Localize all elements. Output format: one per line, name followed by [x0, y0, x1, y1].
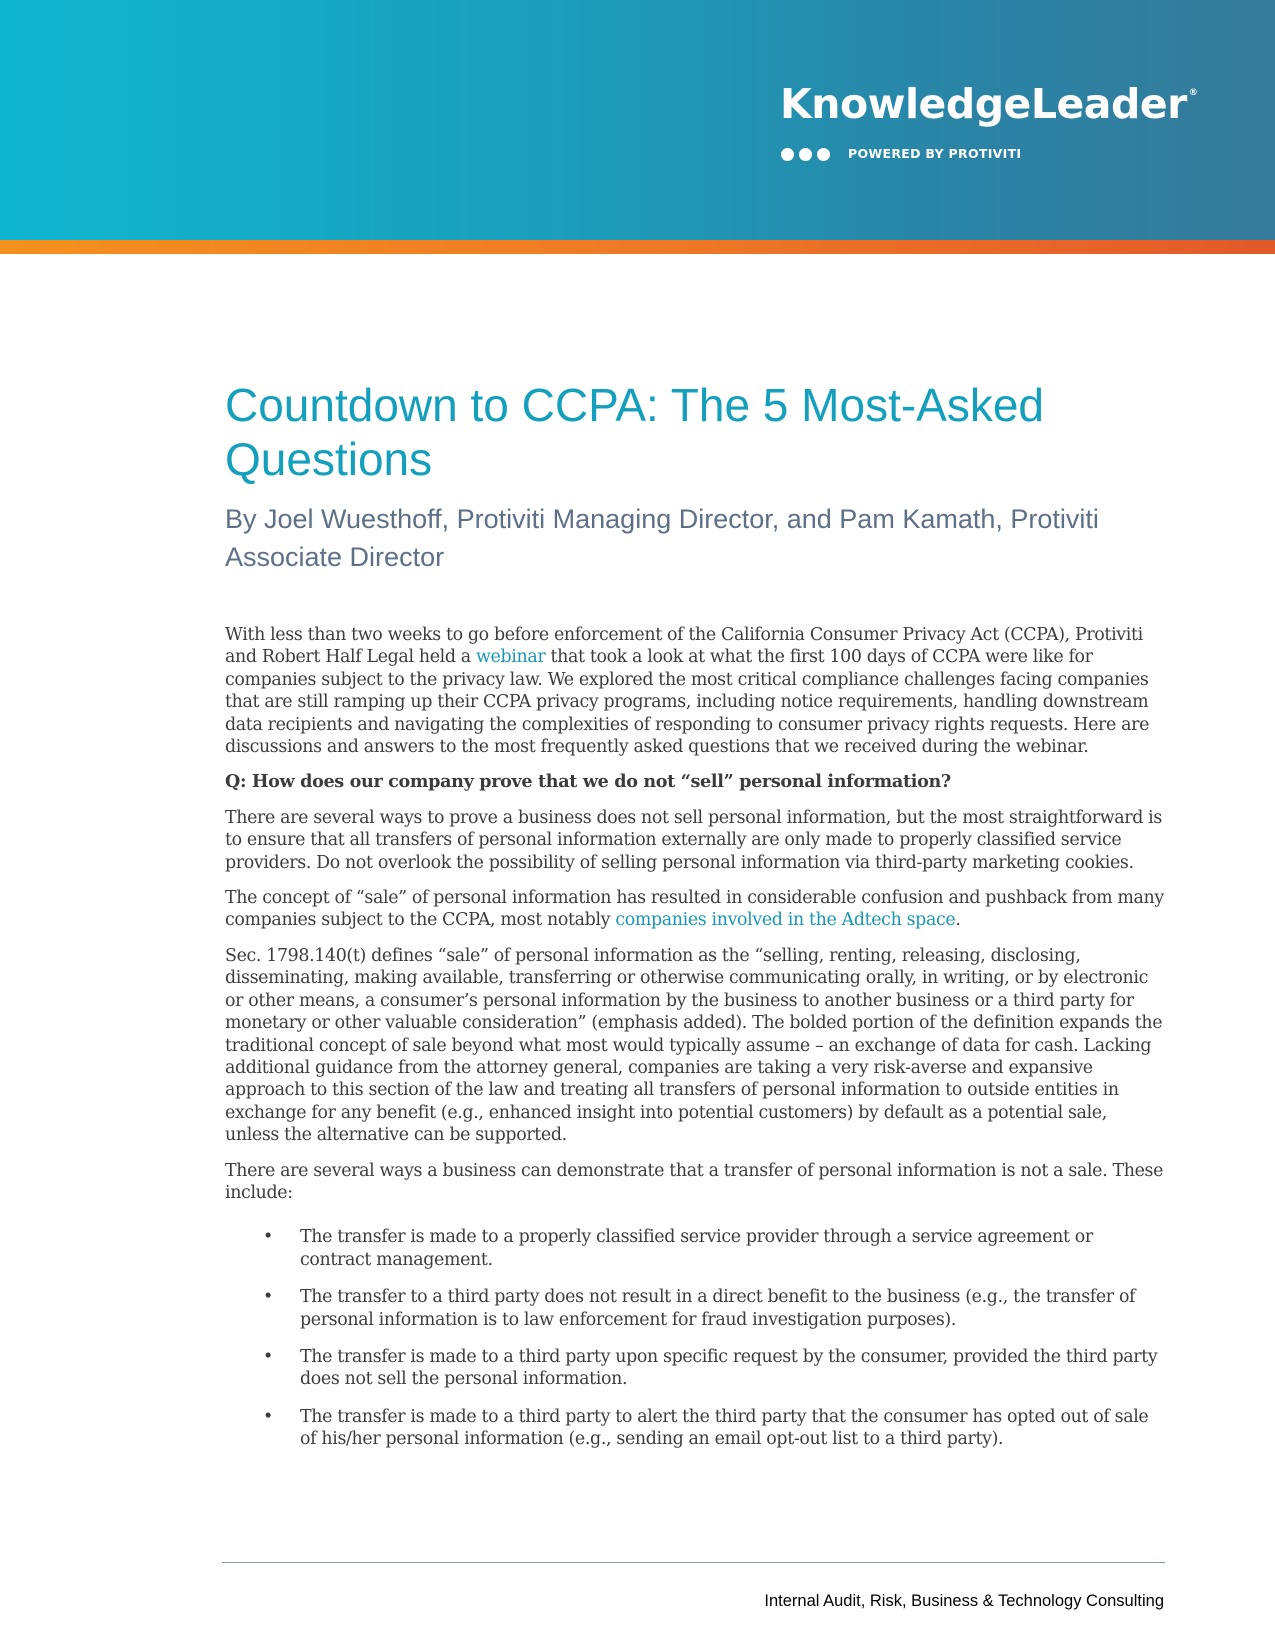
list-item: • The transfer is made to a properly classified service provider through a service agreement or contract management. [263, 1227, 1093, 1270]
knowledgeleader-logo[interactable] [780, 80, 1197, 128]
article-content [225, 378, 1165, 1466]
sale-concept-paragraph: The concept of “sale” of personal information has resulted in considerable confusion and pushback from many companies subject to the CCPA, most notably companies involved in the Adtech space. [225, 888, 1164, 931]
adtech-companies-link[interactable]: companies involved in the Adtech space [615, 910, 956, 931]
bullet-icon: • [263, 1227, 273, 1248]
bullet-icon: • [263, 1406, 273, 1427]
bullet-icon: • [263, 1287, 273, 1308]
transfer-examples-list [225, 1226, 1165, 1450]
logo-subtitle: POWERED BY PROTIVITI [848, 146, 1022, 161]
bullet-icon: • [263, 1346, 273, 1367]
answer-paragraph: There are several ways to prove a business does not sell personal information, but the most straightforward is to ensure that all transfers of personal information externally are only made to properly classified service providers. Do not overlook the possibility of selling personal information via third-party marketing cookies. [225, 807, 1162, 873]
logo-registered-mark: ® [1188, 88, 1198, 98]
article-byline: By Joel Wuesthoff, Protiviti Managing Director, and Pam Kamath, Protiviti Associate Director [225, 504, 1099, 572]
question-heading: Q: How does our company prove that we do not “sell” personal information? [225, 771, 951, 793]
article-body [225, 624, 1165, 1451]
header-accent-stripe [0, 240, 1275, 254]
list-item: • The transfer is made to a third party upon specific request by the consumer, provided the third party does not sell the personal information. [263, 1346, 1158, 1390]
list-item: • The transfer is made to a third party to alert the third party that the consumer has opted out of sale of his/her personal information (e.g., sending an email opt-out list to a third party). [263, 1406, 1149, 1450]
list-item: • The transfer to a third party does not result in a direct benefit to the business (e.g., the transfer of personal information is to law enforcement for fraud investigation purposes). [263, 1287, 1136, 1330]
demonstration-intro-paragraph: There are several ways a business can demonstrate that a transfer of personal information is not a sale. These include: [225, 1160, 1164, 1203]
article-title: Countdown to CCPA: The 5 Most-Asked Questions [225, 379, 1045, 485]
logo-text: KnowledgeLeader [780, 80, 1187, 128]
footer-divider [222, 1562, 1165, 1563]
sale-definition-paragraph: Sec. 1798.140(t) defines “sale” of personal information as the “selling, renting, releasing, disclosing, disseminating, making available, transferring or otherwise communicating orally, in writing, or by electronic or other means, a consumer’s personal information by the business to another business or a third party for monetary or other valuable consideration” (emphasis added). The bolded portion of the definition expands the traditional concept of sale beyond what most would typically assume – an exchange of data for cash. Lacking additional guidance from the attorney general, companies are taking a very risk-averse and expansive approach to this section of the law and treating all transfers of personal information to outside entities in exchange for any benefit (e.g., enhanced insight into potential customers) by default as a potential sale, unless the alternative can be supported. [225, 945, 1163, 1146]
footer-tagline: Internal Audit, Risk, Business & Technology Consulting [764, 1592, 1164, 1610]
webinar-link[interactable]: webinar [476, 647, 546, 668]
logo-dots-icon [781, 148, 830, 161]
intro-paragraph: With less than two weeks to go before enforcement of the California Consumer Privacy Act (CCPA), Protiviti and Robert Half Legal held a webinar that took a look at what the first 100 days of CCPA were like for companies subject to the privacy law. We explored the most critical compliance challenges facing companies that are still ramping up their CCPA privacy programs, including notice requirements, handling downstream data recipients and navigating the complexities of responding to consumer privacy rights requests. Here are discussions and answers to the most frequently asked questions that we received during the webinar. [225, 625, 1150, 758]
